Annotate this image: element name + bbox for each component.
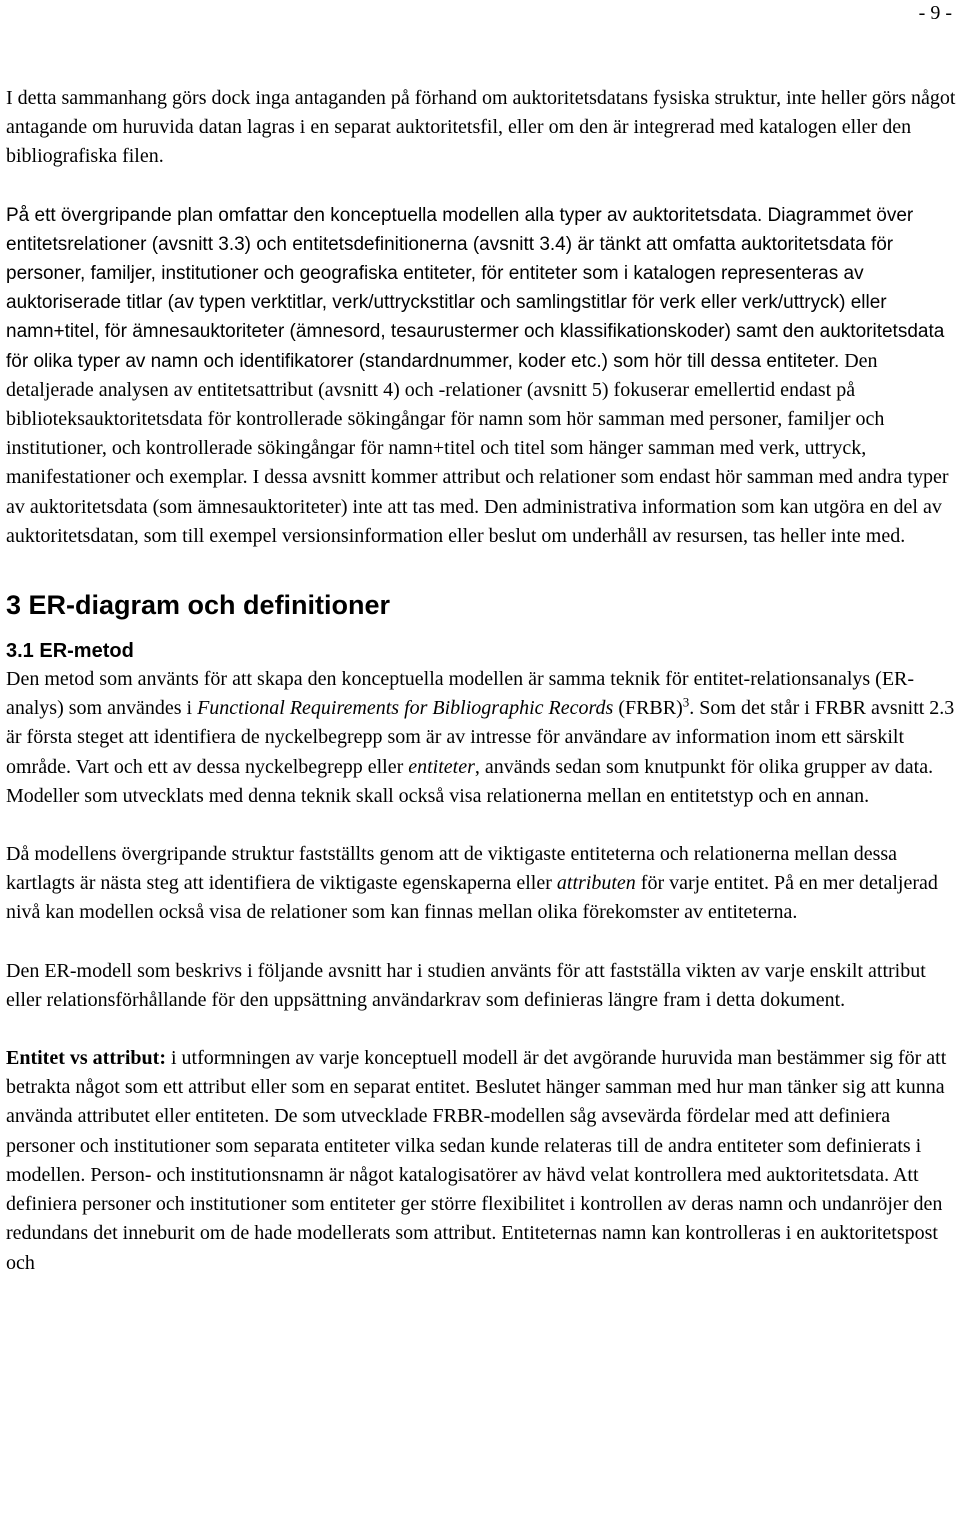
entity-vs-attribute-label: Entitet vs attribut: bbox=[6, 1047, 166, 1070]
page-number: - 9 - bbox=[918, 2, 952, 24]
term-entiteter: entiteter bbox=[408, 755, 475, 778]
structure-text-b: för varje entitet. På en mer detaljerad nivå kan modellen också visa de relationer som kan finnas mellan olika förekomster av entiteterna. bbox=[6, 872, 938, 924]
er-method-text-b: (FRBR) bbox=[613, 697, 683, 720]
subsection-heading: 3.1 ER-metod bbox=[6, 640, 134, 663]
paragraph-scope bbox=[6, 201, 958, 551]
paragraph-structure bbox=[6, 840, 958, 928]
structure-text-a: Då modellens övergripande struktur fastställts genom att de viktigaste entiteterna och relationerna mellan dessa kartlagts är nästa steg att identifiera de viktigaste egenskaperna eller bbox=[6, 843, 898, 895]
er-method-text-d: , används sedan som knutpunkt för olika grupper av data. Modeller som utvecklats med denna teknik skall också visa relationerna mellan en entitetstyp och en annan. bbox=[6, 755, 934, 807]
section-heading: 3 ER-diagram och definitioner bbox=[6, 590, 391, 621]
paragraph-er-model: Den ER-modell som beskrivs i följande avsnitt har i studien använts för att fastställa vikten av varje enskilt attribut eller relationsförhållande för den uppsättning användarkrav som definieras längre fram i detta dokument. bbox=[6, 959, 926, 1011]
paragraph-entity-vs-attribute bbox=[6, 1044, 958, 1278]
term-attributen: attributen bbox=[556, 872, 636, 895]
paragraph-er-method bbox=[6, 665, 958, 811]
paragraph-scope-sans: På ett övergripande plan omfattar den konceptuella modellen alla typer av auktoritetsdata. Diagrammet över entitetsrelationer (avsnitt 3.3) och entitetsdefinitionerna (avsnitt 3.4) är tänkt att omfatta auktoritetsdata för personer, familjer, institutioner och geografiska entiteter, för entiteter som i katalogen representeras av auktoriserade titlar (av typen verktitlar, verk/uttryckstitlar och samlingstitlar för verk eller verk/uttryck) eller namn+titel, för ämnesauktoriteter (ämnesord, tesaurustermer och klassifikationskoder) samt den auktoritetsdata för olika typer av namn och identifikatorer (standardnummer, koder etc.) som hör till dessa entiteter. bbox=[6, 204, 945, 372]
footnote-marker[interactable]: 3 bbox=[682, 694, 690, 710]
paragraph-intro: I detta sammanhang görs dock inga antaganden på förhand om auktoritetsdatans fysiska struktur, inte heller görs något antagande om huruvida datan lagras i en separat auktoritetsfil, eller om den är integrerad med katalogen eller den bibliografiska filen. bbox=[6, 87, 956, 168]
er-method-text-c: . Som det står i FRBR avsnitt 2.3 är första steget att identifiera de nyckelbegrepp som är av intresse för användare av information inom ett särskilt område. Vart och ett av dessa nyckelbegrepp eller bbox=[6, 697, 955, 778]
entity-vs-attribute-text: i utformningen av varje konceptuell modell är det avgörande huruvida man bestämmer sig för att betrakta något som ett attribut eller som en separat entitet. Beslutet hänger samman med hur man tänker sig att kunna använda attributet eller entiteten. De som utvecklade FRBR-modellen såg avsevärda fördelar med att definiera personer och institutioner som separata entiteter vilka sedan kunde relateras till de andra entiteter som definierats i modellen. Person- och institutionsnamn är något katalogisatörer av hävd velat kontrollera med auktoritetsdata. Att definiera personer och institutioner som entiteter ger större flexibilitet i kontrollen av deras namn och undanröjer den redundans det inneburit om de hade modellerats som attribut. Entiteternas namn kan kontrolleras i en auktoritetspost och bbox=[6, 1047, 947, 1274]
frbr-title: Functional Requirements for Bibliographic Records bbox=[197, 697, 614, 720]
document-body bbox=[6, 84, 958, 1278]
paragraph-scope-serif: Den detaljerade analysen av entitetsattribut (avsnitt 4) och -relationer (avsnitt 5) fokuserar emellertid endast på biblioteksauktoritetsdata för kontrollerade sökingångar för namn som hör samman med personer, familjer och institutioner, och kontrollerade sökingångar för namn+titel och titel som hänger samman med verk, uttryck, manifestationer och exemplar. I dessa avsnitt kommer attribut och relationer som endast hör samman med andra typer av auktoritetsdata (som ämnesauktoriteter) inte att tas med. Den administrativa information som kan utgöra en del av auktoritetsdatan, som till exempel versionsinformation eller beslut om underhåll av resursen, tas heller inte med. bbox=[6, 349, 949, 547]
er-method-text-a: Den metod som använts för att skapa den konceptuella modellen är samma teknik för entitet-relationsanalys (ER-analys) som användes i bbox=[6, 668, 915, 720]
